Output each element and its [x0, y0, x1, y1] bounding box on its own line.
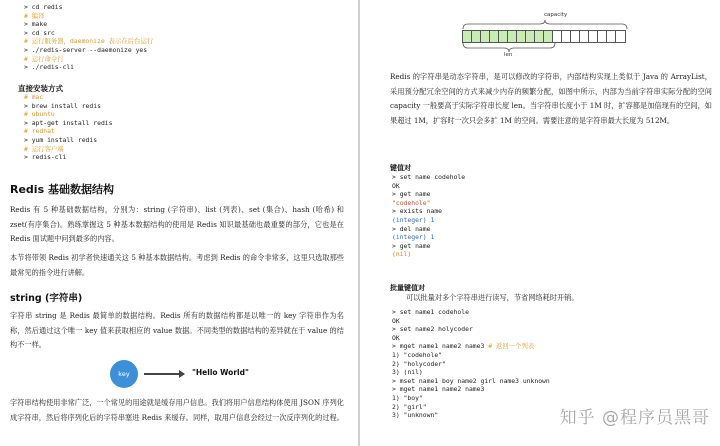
code-segment: 2) "girl": [392, 402, 427, 411]
code-line: [392, 199, 465, 208]
batch-code-block: [392, 308, 550, 420]
code-segment: OK: [392, 181, 400, 190]
watermark: 知乎 @程序员黑哥: [559, 408, 710, 428]
section-title: Redis 基础数据结构: [10, 183, 114, 196]
code-line: [392, 325, 550, 334]
code-segment: (nil): [392, 250, 412, 259]
code-line: [392, 216, 465, 225]
buffer-cell: [490, 31, 499, 42]
code-segment: > get name: [392, 190, 431, 199]
code-line: [392, 342, 550, 351]
install-code-block: [24, 93, 113, 162]
code-line: > ./redis-server --daemonize yes: [24, 45, 148, 54]
code-segment: 3) (nil): [392, 368, 423, 377]
code-line: # redhat: [24, 127, 55, 136]
kv-code-block: [392, 173, 465, 259]
code-line: > apt-get install redis: [24, 118, 113, 127]
code-segment: > mset name1 boy name2 girl name3 unknown: [392, 376, 550, 385]
capacity-label: capacity: [544, 12, 568, 18]
buffer-cell: [544, 31, 553, 42]
capacity-diagram: [462, 8, 632, 60]
code-line: > brew install redis: [24, 101, 101, 110]
string-paragraph: 字符串 string 是 Redis 最简单的数据结构。Redis 所有的数据结构都是以唯一的 key 字符串作为名称，然后通过这个唯一 key 值来获取相应的 value 数据。不同类型的数据结构的差异就在于 value 的结构不一样。: [10, 311, 344, 350]
buffer-cell: [499, 31, 508, 42]
code-segment: OK: [392, 333, 400, 342]
code-line: # mac: [24, 93, 44, 101]
code-segment: > set name2 holycoder: [392, 325, 473, 334]
buffer-cell: [571, 31, 580, 42]
intro-paragraph: Redis 有 5 种基础数据结构，分别为：string (字符串)、list (列表)、set (集合)、hash (哈希) 和 zset(有序集合)。熟练掌握这 5 种基本数据结构的使用是 Redis 知识最基础也最重要的部分，它也是在 Redis 面试题中问到最多的内容。: [10, 205, 344, 244]
code-segment: (integer) 1: [392, 215, 435, 224]
code-segment: > del name: [392, 224, 431, 233]
code-segment: OK: [392, 316, 400, 325]
buffer-cell: [553, 31, 562, 42]
code-line: [392, 250, 465, 259]
code-line: [392, 368, 550, 377]
code-line: [392, 190, 465, 199]
arrow-icon: [144, 373, 184, 375]
code-line: > cd redis: [24, 3, 63, 11]
code-line: [392, 351, 550, 360]
len-label: len: [504, 52, 513, 58]
code-segment: 2) "holycoder": [392, 359, 446, 368]
page-divider: [358, 0, 360, 446]
code-segment: > set name1 codehole: [392, 308, 469, 316]
code-segment: > exists name: [392, 207, 443, 216]
buffer-cell: [598, 31, 607, 42]
code-line: [392, 411, 550, 420]
code-line: [392, 317, 550, 326]
code-line: [392, 173, 465, 182]
string-paragraph-2: 字符串结构使用非常广泛，一个常见的用途就是缓存用户信息。我们将用户信息结构体使用 JSON 序列化成字符串，然后将序列化后的字符串塞进 Redis 来缓存。同样，取用户信息会经过一次反序列化的过程。: [10, 398, 344, 422]
code-line: # 运行服务器，daemonize 表示在后台运行: [24, 37, 154, 46]
kv-title: 键值对: [390, 164, 411, 172]
code-segment: 3) "unknown": [392, 411, 439, 420]
code-segment: # 返回一个列表: [488, 342, 535, 351]
code-segment: > set name codehole: [392, 173, 466, 181]
code-line: > cd src: [24, 28, 55, 37]
batch-title: 批量键值对: [390, 284, 425, 292]
capacity-brace-icon: [462, 20, 628, 30]
code-line: # 编译: [24, 11, 45, 20]
intro-paragraph-2: 本节将带领 Redis 初学者快速通关这 5 种基本数据结构。考虑到 Redis 的命令非常多，这里只选取那些最常见的指令进行讲解。: [10, 253, 344, 277]
code-line: [392, 403, 550, 412]
buffer-cell: [472, 31, 481, 42]
code-segment: 1) "boy": [392, 393, 423, 402]
value-label: "Hello World": [192, 368, 249, 377]
code-segment: (integer) 1: [392, 233, 435, 242]
code-line: [392, 360, 550, 369]
code-segment: > get name: [392, 241, 431, 250]
top-code-block: [24, 3, 153, 72]
code-line: [392, 385, 550, 394]
code-line: > make: [24, 20, 48, 29]
code-line: > yum install redis: [24, 135, 98, 144]
buffer-cell: [481, 31, 490, 42]
code-line: > redis-cli: [24, 153, 67, 162]
right-page: [362, 0, 720, 446]
code-line: # 运行客户端: [24, 144, 64, 153]
buffer-cell: [535, 31, 544, 42]
code-segment: > mget name1 name2 name3: [392, 385, 485, 394]
code-line: [392, 394, 550, 403]
len-brace-icon: [462, 42, 556, 52]
code-line: [392, 377, 550, 386]
buffer-cell: [517, 31, 526, 42]
left-page: [0, 0, 356, 446]
code-line: # ubuntu: [24, 110, 55, 119]
code-line: [392, 308, 550, 317]
key-circle: key: [110, 360, 138, 388]
code-line: [392, 242, 465, 251]
code-line: # 运行命令行: [24, 54, 64, 63]
code-line: [392, 225, 465, 234]
buffer-cell: [526, 31, 535, 42]
code-line: [392, 182, 465, 191]
code-segment: > mget name1 name2 name3: [392, 342, 489, 351]
code-line: > ./redis-cli: [24, 63, 75, 72]
buffer-cell: [580, 31, 589, 42]
buffer-cell: [589, 31, 598, 42]
code-line: [392, 233, 465, 242]
code-segment: 1) "codehole": [392, 350, 443, 359]
dynamic-string-paragraph: Redis 的字符串是动态字符串，是可以修改的字符串，内部结构实现上类似于 Java 的 ArrayList，采用预分配冗余空间的方式来减少内存的频繁分配，如图中所示，内部为当前字符串实际分配的空间 capacity 一般要高于实际字符串长度 len。当字符串长度小于 1M 时，扩容都是加倍现有的空间，如果超过 1M，扩容时一次只会多扩 1M 的空间。需要注意的是字符串最大长度为 512M。: [390, 72, 712, 125]
code-line: [392, 207, 465, 216]
key-value-diagram: [110, 358, 270, 392]
batch-paragraph: 可以批量对多个字符串进行读写，节省网络耗时开销。: [406, 293, 579, 302]
buffer-cell: [508, 31, 517, 42]
buffer-cell: [616, 31, 625, 42]
buffer-cell: [562, 31, 571, 42]
install-heading: 直接安装方式: [18, 84, 63, 93]
buffer-cell: [463, 31, 472, 42]
string-section-title: string (字符串): [10, 293, 83, 304]
code-segment: "codehole": [392, 198, 431, 207]
buffer-cell: [607, 31, 616, 42]
